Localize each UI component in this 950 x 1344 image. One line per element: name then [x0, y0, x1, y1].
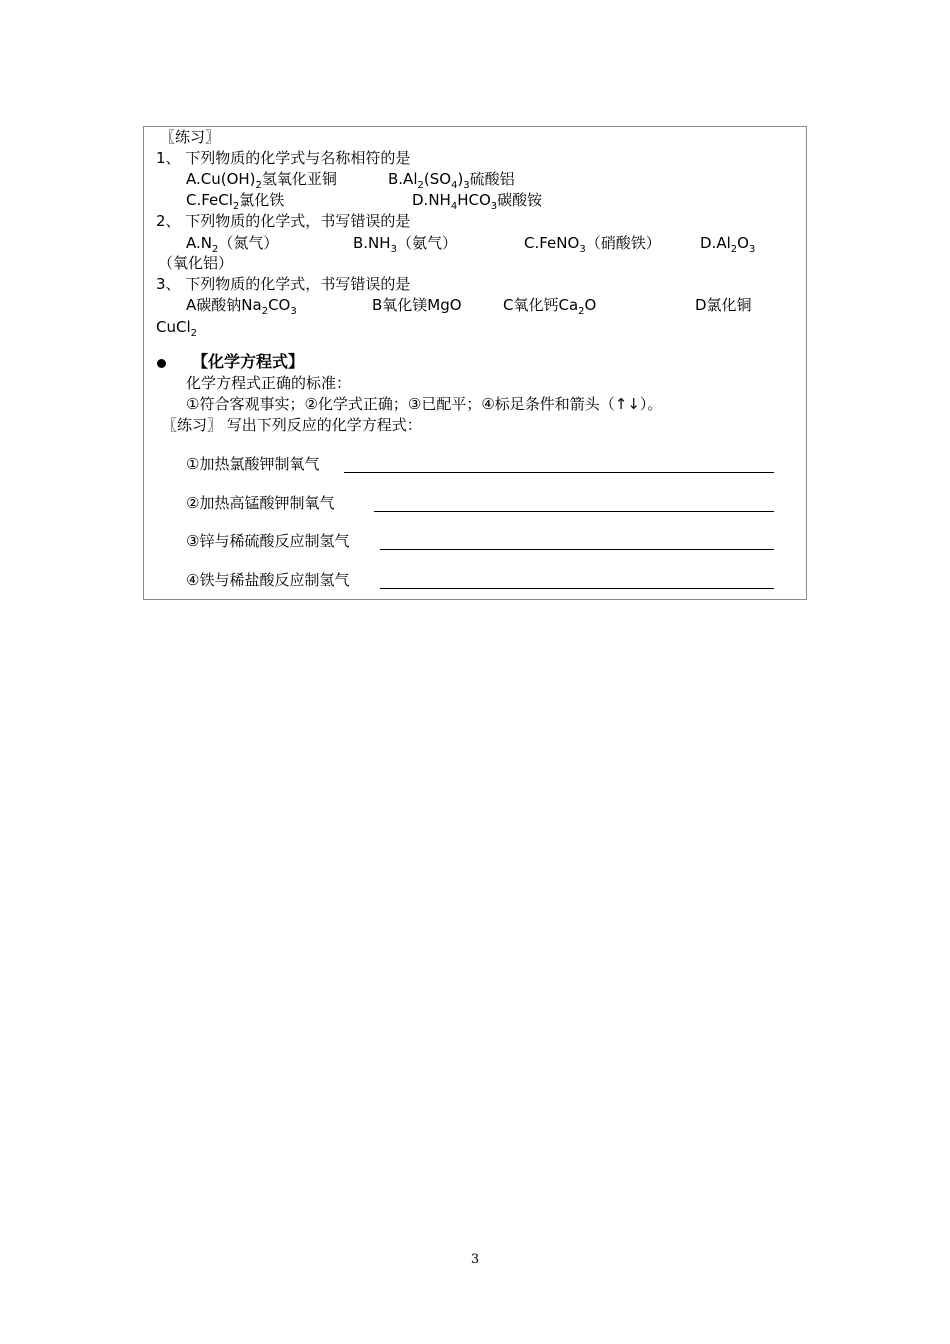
question-3-option-c: C氧化钙$Ca_2O$ [503, 296, 597, 317]
practice-header: 〖练习〗 [160, 128, 221, 146]
answer-blank-1[interactable] [344, 472, 774, 473]
question-2-stem: 2、 下列物质的化学式，书写错误的是 [156, 212, 411, 230]
question-1-option-a: $A.Cu(OH)_2$氢氧化亚铜 [186, 170, 337, 191]
criteria-text: ①符合客观事实；②化学式正确；③已配平；④标足条件和箭头（↑↓）。 [186, 395, 663, 413]
criteria-label: 化学方程式正确的标准： [186, 374, 352, 392]
question-3-stem: 3、 下列物质的化学式，书写错误的是 [156, 275, 411, 293]
question-1-option-c: C.FeCl$_2$氯化铁 [186, 191, 285, 212]
answer-blank-4[interactable] [380, 588, 774, 589]
reaction-item-2: ②加热高锰酸钾制氧气 [186, 494, 335, 512]
question-3-option-d-continued: CuCl$_2$ [156, 318, 197, 339]
section-title: 【化学方程式】 [192, 352, 305, 371]
question-3-option-b: B氧化镁MgO [372, 296, 462, 314]
answer-blank-3[interactable] [380, 549, 774, 550]
question-2-option-a: $A.N_2$（氮气） [186, 234, 279, 255]
answer-blank-2[interactable] [374, 511, 774, 512]
practice-2-header: 〖练习〗 写出下列反应的化学方程式： [162, 416, 422, 434]
question-2-option-c: C.FeNO$_3$（硝酸铁） [524, 234, 661, 255]
page-number: 3 [470, 1252, 480, 1267]
question-1-stem: 1、 下列物质的化学式与名称相符的是 [156, 149, 411, 167]
question-3-option-d: D氯化铜 [695, 296, 752, 314]
reaction-item-3: ③锌与稀硫酸反应制氢气 [186, 532, 350, 550]
question-1-option-d: $D.NH_4HCO_3$碳酸铵 [412, 191, 543, 212]
exercise-box [143, 126, 807, 600]
question-2-option-b: $B.NH_3$（氨气） [353, 234, 457, 255]
question-2-option-d: $D.Al_2O_3$ [700, 234, 756, 255]
question-2-option-d-continued: （氧化铝） [158, 254, 234, 272]
bullet-icon [157, 359, 166, 368]
reaction-item-4: ④铁与稀盐酸反应制氢气 [186, 571, 350, 589]
question-3-option-a: A碳酸钠$Na_2CO_3$ [186, 296, 297, 317]
reaction-item-1: ①加热氯酸钾制氧气 [186, 455, 320, 473]
question-1-option-b: $B.Al_2(SO_4)_3$硫酸铝 [388, 170, 515, 191]
